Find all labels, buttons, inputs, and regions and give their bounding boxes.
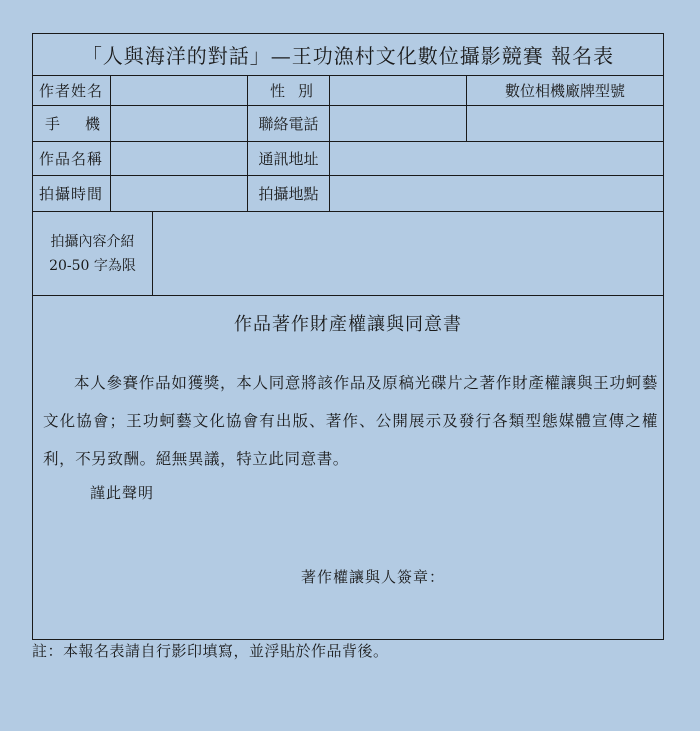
address-field[interactable] xyxy=(330,142,663,175)
consent-paragraph: 本人參賽作品如獲獎，本人同意將該作品及原稿光碟片之著作財產權讓與王功蚵藝文化協會；王功蚵藝文化協會有出版、著作、公開展示及發行各類型態媒體宣傳之權利，不另致酬。絕無異議，特立此同意書。 xyxy=(43,374,658,468)
form-title: 「人與海洋的對話」—王功漁村文化數位攝影競賽 報名表 xyxy=(33,34,663,76)
intro-label: 拍攝內容介紹 20-50 字為限 xyxy=(33,212,153,295)
shoot-place-label: 拍攝地點 xyxy=(248,176,330,211)
row-shoot xyxy=(33,176,663,212)
mobile-field[interactable] xyxy=(111,106,248,141)
row-author xyxy=(33,76,663,106)
mobile-label: 手 機 xyxy=(33,106,111,141)
camera-brand-label: 數位相機廠牌型號 xyxy=(504,82,625,100)
entry-form-table xyxy=(32,33,664,640)
declaration-text: 謹此聲明 xyxy=(90,484,155,502)
row-intro xyxy=(33,212,663,296)
contact-phone-label: 聯絡電話 xyxy=(248,106,330,141)
camera-brand-field[interactable] xyxy=(467,106,663,141)
shoot-time-field[interactable] xyxy=(111,176,248,211)
shoot-place-field[interactable] xyxy=(330,176,663,211)
address-label: 通訊地址 xyxy=(248,142,330,175)
row-work xyxy=(33,142,663,176)
consent-body xyxy=(43,364,658,478)
intro-field[interactable] xyxy=(153,212,663,295)
gender-label: 性 別 xyxy=(248,76,330,105)
shoot-time-label: 拍攝時間 xyxy=(33,176,111,211)
consent-title: 作品著作財產權讓與同意書 xyxy=(234,314,462,335)
work-title-field[interactable] xyxy=(111,142,248,175)
footnote: 註：本報名表請自行影印填寫，並浮貼於作品背後。 xyxy=(32,642,389,660)
author-name-field[interactable] xyxy=(111,76,248,105)
row-phone xyxy=(33,106,663,142)
note-area xyxy=(32,640,664,670)
author-name-label: 作者姓名 xyxy=(33,76,111,105)
signer-label: 著作權讓與人簽章： xyxy=(301,568,446,586)
contact-phone-field[interactable] xyxy=(330,106,467,141)
gender-field[interactable] xyxy=(330,76,467,105)
work-title-label: 作品名稱 xyxy=(33,142,111,175)
